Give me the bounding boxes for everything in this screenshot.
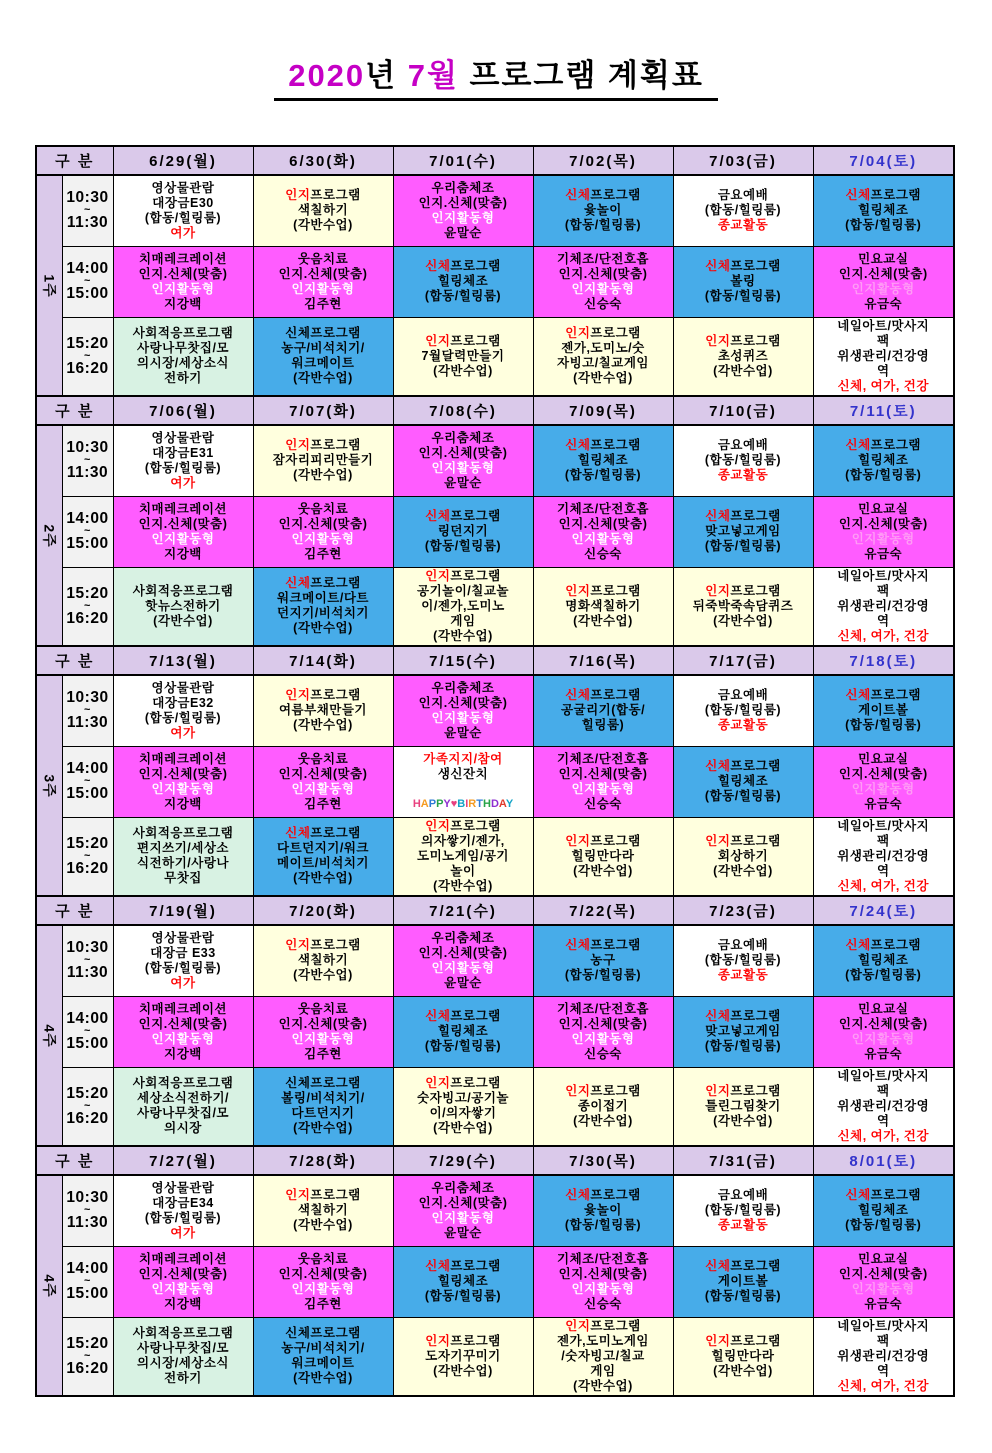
schedule-cell: 민요교실 인지.신체(맞춤) 인지활동형 유금숙 [813, 1246, 954, 1317]
schedule-cell: 인지프로그램 틀린그림찾기 (각반수업) [673, 1067, 813, 1146]
title-area [0, 50, 992, 101]
date-header: 7/21(수) [393, 896, 533, 925]
date-header: 7/03(금) [673, 146, 813, 175]
schedule-cell: 우리춤체조 인지.신체(맞춤) 인지활동형 윤말순 [393, 925, 533, 996]
schedule-cell: 금요예배 (합동/힐링룸) 종교활동 [673, 175, 813, 246]
schedule-cell: 신체프로그램 맞고넣고게임 (합동/힐링룸) [673, 496, 813, 567]
page-title-segment: 7월 [407, 58, 459, 93]
schedule-cell: 우리춤체조 인지.신체(맞춤) 인지활동형 윤말순 [393, 425, 533, 496]
date-header: 7/04(토) [813, 146, 954, 175]
gubun-header: 구 분 [36, 396, 113, 425]
schedule-cell: 기체조/단전호흡 인지.신체(맞춤) 인지활동형 신승숙 [533, 1246, 673, 1317]
schedule-cell: 신체프로그램 다트던지기/워크 메이트/비석치기 (각반수업) [253, 817, 393, 896]
schedule-cell: 인지프로그램 공기놀이/칠교놀 이/젠가,도미노 게임 (각반수업) [393, 567, 533, 646]
schedule-cell: 인지프로그램 색칠하기 (각반수업) [253, 1175, 393, 1246]
week-2-header-row [36, 396, 954, 425]
week-label: 1주 [36, 175, 62, 396]
schedule-cell: 네일아트/맛사지 팩 위생관리/건강영 역 신체, 여가, 건강 [813, 1317, 954, 1396]
schedule-cell: 신체프로그램 힐링체조 (합동/힐링룸) [813, 925, 954, 996]
week-3-timeslot-row-3 [36, 817, 954, 896]
week-3-timeslot-row-1 [36, 675, 954, 746]
happy-birthday-decoration: HAPPY♥BIRTHDAY [412, 797, 514, 810]
gubun-header: 구 분 [36, 896, 113, 925]
schedule-cell: 인지프로그램 잠자리피리만들기 (각반수업) [253, 425, 393, 496]
schedule-cell: 치매레크레이션 인지.신체(맞춤) 인지활동형 지강백 [113, 1246, 253, 1317]
schedule-cell: 웃음치료 인지.신체(맞춤) 인지활동형 김주현 [253, 1246, 393, 1317]
schedule-cell: 금요예배 (합동/힐링룸) 종교활동 [673, 925, 813, 996]
schedule-cell: 신체프로그램 농구 (합동/힐링룸) [533, 925, 673, 996]
time-slot: 14:00 ~ 15:00 [62, 746, 113, 817]
schedule-cell: 인지프로그램 뒤죽박죽속담퀴즈 (각반수업) [673, 567, 813, 646]
page-title-segment: 년 [365, 58, 408, 93]
schedule-cell: 신체프로그램 윷놀이 (합동/힐링룸) [533, 175, 673, 246]
schedule-cell: 인지프로그램 힐링만다라 (각반수업) [673, 1317, 813, 1396]
schedule-cell: 네일아트/맛사지 팩 위생관리/건강영 역 신체, 여가, 건강 [813, 817, 954, 896]
week-4-header-row [36, 896, 954, 925]
date-header: 7/02(목) [533, 146, 673, 175]
date-header: 7/23(금) [673, 896, 813, 925]
time-slot: 10:30 ~ 11:30 [62, 1175, 113, 1246]
schedule-cell: 사회적응프로그램 사랑나무찻집/모 의시장/세상소식 전하기 [113, 1317, 253, 1396]
page-title [274, 50, 718, 101]
schedule-cell: 우리춤체조 인지.신체(맞춤) 인지활동형 윤말순 [393, 175, 533, 246]
week-1-timeslot-row-1 [36, 175, 954, 246]
date-header: 7/30(목) [533, 1146, 673, 1175]
schedule-cell: 인지프로그램 종이접기 (각반수업) [533, 1067, 673, 1146]
schedule-cell: 치매레크레이션 인지.신체(맞춤) 인지활동형 지강백 [113, 496, 253, 567]
week-label: 2주 [36, 425, 62, 646]
schedule-cell: 영상물관람 대장금E31 (합동/힐링룸) 여가 [113, 425, 253, 496]
schedule-cell: 신체프로그램 힐링체조 (합동/힐링룸) [813, 1175, 954, 1246]
time-slot: 14:00 ~ 15:00 [62, 246, 113, 317]
date-header: 7/22(목) [533, 896, 673, 925]
schedule-cell: 웃음치료 인지.신체(맞춤) 인지활동형 김주현 [253, 246, 393, 317]
date-header: 6/30(화) [253, 146, 393, 175]
schedule-cell: 사회적응프로그램 세상소식전하기/ 사랑나무찻집/모 의시장 [113, 1067, 253, 1146]
schedule-cell: 민요교실 인지.신체(맞춤) 인지활동형 유금숙 [813, 246, 954, 317]
week-5-header-row [36, 1146, 954, 1175]
schedule-cell: 영상물관람 대장금E30 (합동/힐링룸) 여가 [113, 175, 253, 246]
schedule-cell: 인지프로그램 도자기꾸미기 (각반수업) [393, 1317, 533, 1396]
schedule-cell: 신체프로그램 게이트볼 (합동/힐링룸) [673, 1246, 813, 1317]
schedule-cell: 신체프로그램 링던지기 (합동/힐링룸) [393, 496, 533, 567]
schedule-page [0, 50, 992, 1453]
schedule-cell: 신체프로그램 힐링체조 (합동/힐링룸) [393, 246, 533, 317]
schedule-cell: 인지프로그램 숫자빙고/공기놀 이/의자쌓기 (각반수업) [393, 1067, 533, 1146]
schedule-cell: 신체프로그램 힐링체조 (합동/힐링룸) [813, 425, 954, 496]
date-header: 7/24(토) [813, 896, 954, 925]
schedule-cell: 치매레크레이션 인지.신체(맞춤) 인지활동형 지강백 [113, 246, 253, 317]
schedule-cell: 인지프로그램 색칠하기 (각반수업) [253, 925, 393, 996]
week-label: 4주 [36, 925, 62, 1146]
time-slot: 15:20 ~ 16:20 [62, 567, 113, 646]
page-title-segment: 프로그램 계획표 [458, 58, 704, 93]
schedule-cell: 기체조/단전호흡 인지.신체(맞춤) 인지활동형 신승숙 [533, 996, 673, 1067]
week-2-timeslot-row-3 [36, 567, 954, 646]
time-slot: 15:20 ~ 16:20 [62, 1317, 113, 1396]
schedule-cell: 신체프로그램 윷놀이 (합동/힐링룸) [533, 1175, 673, 1246]
date-header: 7/15(수) [393, 646, 533, 675]
schedule-cell: 기체조/단전호흡 인지.신체(맞춤) 인지활동형 신승숙 [533, 746, 673, 817]
schedule-cell: 금요예배 (합동/힐링룸) 종교활동 [673, 1175, 813, 1246]
schedule-cell: 신체프로그램 힐링체조 (합동/힐링룸) [393, 1246, 533, 1317]
week-1-timeslot-row-3 [36, 317, 954, 396]
date-header: 7/19(월) [113, 896, 253, 925]
schedule-cell: 사회적응프로그램 사랑나무찻집/모 의시장/세상소식 전하기 [113, 317, 253, 396]
schedule-cell: 인지프로그램 명화색칠하기 (각반수업) [533, 567, 673, 646]
week-4-timeslot-row-1 [36, 925, 954, 996]
schedule-cell: 영상물관람 대장금E32 (합동/힐링룸) 여가 [113, 675, 253, 746]
schedule-cell: 신체프로그램 힐링체조 (합동/힐링룸) [673, 746, 813, 817]
date-header: 7/27(월) [113, 1146, 253, 1175]
schedule-cell: 영상물관람 대장금E34 (합동/힐링룸) 여가 [113, 1175, 253, 1246]
week-label: 4주 [36, 1175, 62, 1396]
time-slot: 14:00 ~ 15:00 [62, 496, 113, 567]
date-header: 7/11(토) [813, 396, 954, 425]
week-1-header-row [36, 146, 954, 175]
time-slot: 14:00 ~ 15:00 [62, 996, 113, 1067]
time-slot: 10:30 ~ 11:30 [62, 675, 113, 746]
week-2-timeslot-row-2 [36, 496, 954, 567]
schedule-cell: 영상물관람 대장금 E33 (합동/힐링룸) 여가 [113, 925, 253, 996]
week-5-timeslot-row-1 [36, 1175, 954, 1246]
schedule-cell: 신체프로그램 농구/비석치기/ 워크메이트 (각반수업) [253, 317, 393, 396]
schedule-cell: 네일아트/맛사지 팩 위생관리/건강영 역 신체, 여가, 건강 [813, 317, 954, 396]
schedule-cell: 신체프로그램 볼링 (합동/힐링룸) [673, 246, 813, 317]
schedule-cell: 민요교실 인지.신체(맞춤) 인지활동형 유금숙 [813, 996, 954, 1067]
schedule-cell: 인지프로그램 힐링만다라 (각반수업) [533, 817, 673, 896]
schedule-cell: 우리춤체조 인지.신체(맞춤) 인지활동형 윤말순 [393, 675, 533, 746]
schedule-cell: 금요예배 (합동/힐링룸) 종교활동 [673, 425, 813, 496]
schedule-cell: 인지프로그램 색칠하기 (각반수업) [253, 175, 393, 246]
time-slot: 10:30 ~ 11:30 [62, 175, 113, 246]
schedule-cell: 신체프로그램 워크메이트/다트 던지기/비석치기 (각반수업) [253, 567, 393, 646]
date-header: 7/10(금) [673, 396, 813, 425]
date-header: 7/09(목) [533, 396, 673, 425]
schedule-cell: 우리춤체조 인지.신체(맞춤) 인지활동형 윤말순 [393, 1175, 533, 1246]
gubun-header: 구 분 [36, 646, 113, 675]
schedule-cell: 신체프로그램 농구/비석치기/ 워크메이트 (각반수업) [253, 1317, 393, 1396]
schedule-cell: 인지프로그램 여름부채만들기 (각반수업) [253, 675, 393, 746]
schedule-cell: 인지프로그램 회상하기 (각반수업) [673, 817, 813, 896]
time-slot: 15:20 ~ 16:20 [62, 817, 113, 896]
schedule-cell: 치매레크레이션 인지.신체(맞춤) 인지활동형 지강백 [113, 746, 253, 817]
date-header: 7/29(수) [393, 1146, 533, 1175]
schedule-cell: 민요교실 인지.신체(맞춤) 인지활동형 유금숙 [813, 496, 954, 567]
schedule-cell: 인지프로그램 젠가,도미노게임 /숫자빙고/칠교 게임 (각반수업) [533, 1317, 673, 1396]
date-header: 7/08(수) [393, 396, 533, 425]
schedule-cell: 신체프로그램 맞고넣고게임 (합동/힐링룸) [673, 996, 813, 1067]
schedule-cell: 치매레크레이션 인지.신체(맞춤) 인지활동형 지강백 [113, 996, 253, 1067]
time-slot: 10:30 ~ 11:30 [62, 425, 113, 496]
schedule-cell: 인지프로그램 젠가,도미노/숫 자빙고/칠교게임 (각반수업) [533, 317, 673, 396]
date-header: 7/14(화) [253, 646, 393, 675]
week-5-timeslot-row-3 [36, 1317, 954, 1396]
schedule-cell: 기체조/단전호흡 인지.신체(맞춤) 인지활동형 신승숙 [533, 496, 673, 567]
week-label: 3주 [36, 675, 62, 896]
week-3-timeslot-row-2 [36, 746, 954, 817]
schedule-cell: 웃음치료 인지.신체(맞춤) 인지활동형 김주현 [253, 496, 393, 567]
week-1-timeslot-row-2 [36, 246, 954, 317]
time-slot: 10:30 ~ 11:30 [62, 925, 113, 996]
schedule-cell: 신체프로그램 게이트볼 (합동/힐링룸) [813, 675, 954, 746]
date-header: 7/16(목) [533, 646, 673, 675]
gubun-header: 구 분 [36, 1146, 113, 1175]
date-header: 6/29(월) [113, 146, 253, 175]
schedule-cell: 신체프로그램 힐링체조 (합동/힐링룸) [533, 425, 673, 496]
schedule-cell: 사회적응프로그램 편지쓰기/세상소 식전하기/사랑나 무찻집 [113, 817, 253, 896]
schedule-cell: 신체프로그램 힐링체조 (합동/힐링룸) [393, 996, 533, 1067]
date-header: 7/20(화) [253, 896, 393, 925]
schedule-cell: 인지프로그램 의자쌓기/젠가, 도미노게임/공기 놀이 (각반수업) [393, 817, 533, 896]
schedule-cell: 인지프로그램 7월달력만들기 (각반수업) [393, 317, 533, 396]
schedule-cell: 웃음치료 인지.신체(맞춤) 인지활동형 김주현 [253, 996, 393, 1067]
schedule-cell: 네일아트/맛사지 팩 위생관리/건강영 역 신체, 여가, 건강 [813, 567, 954, 646]
date-header: 7/17(금) [673, 646, 813, 675]
time-slot: 15:20 ~ 16:20 [62, 1067, 113, 1146]
date-header: 7/31(금) [673, 1146, 813, 1175]
schedule-cell: 민요교실 인지.신체(맞춤) 인지활동형 유금숙 [813, 746, 954, 817]
date-header: 7/06(월) [113, 396, 253, 425]
schedule-cell: 신체프로그램 힐링체조 (합동/힐링룸) [813, 175, 954, 246]
schedule-cell: 네일아트/맛사지 팩 위생관리/건강영 역 신체, 여가, 건강 [813, 1067, 954, 1146]
schedule-cell: 가족지지/참여 생신잔치 HAPPY♥BIRTHDAY [393, 746, 533, 817]
schedule-cell: 웃음치료 인지.신체(맞춤) 인지활동형 김주현 [253, 746, 393, 817]
schedule-cell: 인지프로그램 초성퀴즈 (각반수업) [673, 317, 813, 396]
program-schedule-table [35, 145, 955, 1397]
week-5-timeslot-row-2 [36, 1246, 954, 1317]
date-header: 8/01(토) [813, 1146, 954, 1175]
week-2-timeslot-row-1 [36, 425, 954, 496]
gubun-header: 구 분 [36, 146, 113, 175]
time-slot: 14:00 ~ 15:00 [62, 1246, 113, 1317]
week-3-header-row [36, 646, 954, 675]
date-header: 7/13(월) [113, 646, 253, 675]
schedule-cell: 기체조/단전호흡 인지.신체(맞춤) 인지활동형 신승숙 [533, 246, 673, 317]
date-header: 7/07(화) [253, 396, 393, 425]
schedule-cell: 신체프로그램 공굴리기(합동/ 힐링룸) [533, 675, 673, 746]
schedule-cell: 금요예배 (합동/힐링룸) 종교활동 [673, 675, 813, 746]
week-4-timeslot-row-2 [36, 996, 954, 1067]
page-title-segment: 2020 [288, 58, 366, 93]
schedule-cell: 신체프로그램 볼링/비석치기/ 다트던지기 (각반수업) [253, 1067, 393, 1146]
date-header: 7/18(토) [813, 646, 954, 675]
time-slot: 15:20 ~ 16:20 [62, 317, 113, 396]
week-4-timeslot-row-3 [36, 1067, 954, 1146]
date-header: 7/28(화) [253, 1146, 393, 1175]
date-header: 7/01(수) [393, 146, 533, 175]
schedule-cell: 사회적응프로그램 핫뉴스전하기 (각반수업) [113, 567, 253, 646]
